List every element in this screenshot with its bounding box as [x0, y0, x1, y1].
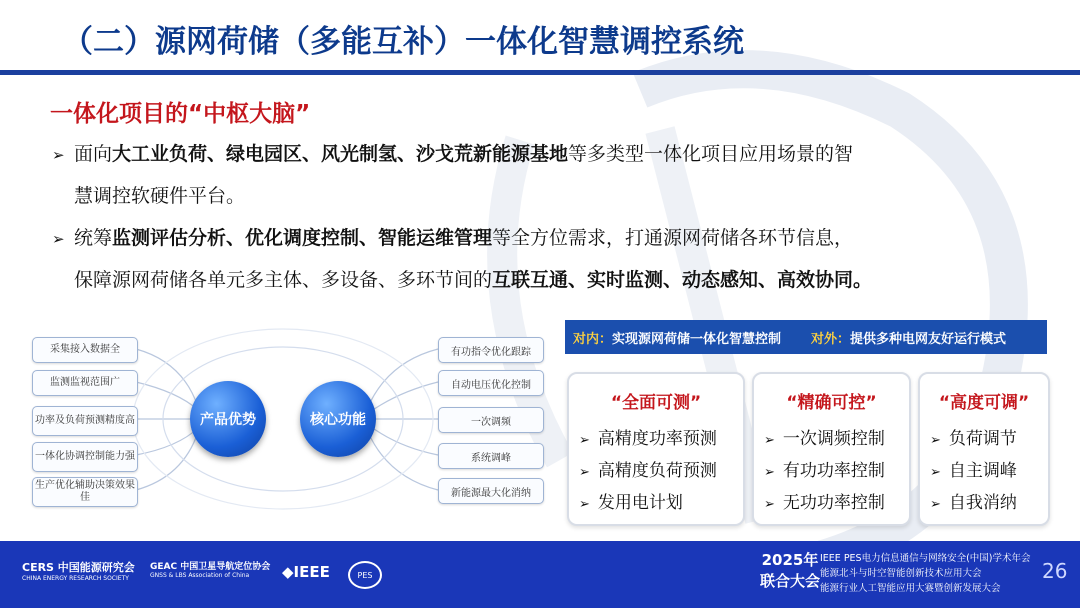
- function-item: 一次调频: [438, 407, 544, 433]
- function-item: 有功指令优化跟踪: [438, 337, 544, 363]
- bullet-text: 等多类型一体化项目应用场景的智: [568, 143, 854, 165]
- cers-logo-subtext: CHINA ENERGY RESEARCH SOCIETY: [22, 575, 129, 582]
- bullet-2-line2: [74, 259, 1064, 301]
- arrow-icon: ➢: [52, 146, 65, 164]
- bullet-bold-text: 监测评估分析、优化调度控制、智能运维管理: [112, 227, 493, 249]
- bullet-1: [52, 133, 1042, 176]
- card-adjustable: [918, 372, 1050, 526]
- card-item-label: 一次调频控制: [782, 429, 885, 449]
- card-measurable: [567, 372, 745, 526]
- title-bar: [0, 0, 1080, 70]
- conference-line: IEEE PES电力信息通信与网络安全(中国)学术年会: [820, 553, 1031, 564]
- page-title: （二）源网荷储（多能互补）一体化智慧调控系统: [62, 24, 744, 60]
- advantage-item: 一体化协调控制能力强: [32, 442, 138, 472]
- function-item: 系统调峰: [438, 443, 544, 469]
- footer-bar: [0, 541, 1080, 608]
- card-item: [930, 424, 1017, 449]
- geac-logo-text: GEAC 中国卫星导航定位协会: [150, 562, 271, 572]
- card-title: “高度可调”: [938, 393, 1030, 413]
- outer-text: 提供多种电网友好运行模式: [850, 331, 1007, 347]
- title-underline: [0, 70, 1080, 75]
- card-item-label: 自我消纳: [948, 493, 1017, 513]
- arrow-icon: ➢: [764, 497, 775, 512]
- bullet-text: 面向: [74, 143, 113, 165]
- advantage-item: 采集接入数据全: [32, 337, 138, 363]
- page-number: 26: [1042, 559, 1068, 583]
- card-item: [930, 456, 1017, 481]
- card-item-label: 无功功率控制: [782, 493, 885, 513]
- arrow-icon: ➢: [579, 497, 590, 512]
- inner-label: 对内：: [573, 331, 613, 347]
- conference-label: 联合大会: [760, 572, 821, 590]
- card-item: [930, 488, 1017, 513]
- arrow-icon: ➢: [764, 465, 775, 480]
- advantage-item: 生产优化辅助决策效果佳: [32, 477, 138, 507]
- bullet-text: 等全方位需求，打通源网荷储各环节信息，: [492, 227, 854, 249]
- conference-line: 能源北斗与时空智能创新技术应用大会: [820, 568, 982, 579]
- card-item-label: 高精度负荷预测: [597, 461, 717, 481]
- core-function-circle: 核心功能: [300, 381, 376, 457]
- arrow-icon: ➢: [579, 465, 590, 480]
- card-item: [579, 488, 683, 513]
- arrow-icon: ➢: [764, 433, 775, 448]
- cers-logo-text: CERS 中国能源研究会: [22, 561, 135, 574]
- bullet-bold-text: 互联互通、实时监测、动态感知、高效协同。: [492, 269, 873, 291]
- pes-logo: PES: [348, 561, 382, 589]
- bullet-text: 统筹: [74, 227, 113, 249]
- function-diagram: [18, 322, 548, 522]
- arrow-icon: ➢: [579, 433, 590, 448]
- card-title: “精确可控”: [786, 393, 877, 413]
- bullet-text: 保障源网荷储各单元多主体、多设备、多环节间的: [74, 269, 493, 291]
- geac-logo-subtext: GNSS & LBS Association of China: [150, 572, 250, 579]
- card-item-label: 自主调峰: [948, 461, 1017, 481]
- advantage-item: 监测监视范围广: [32, 370, 138, 396]
- card-item-label: 发用电计划: [597, 493, 683, 513]
- function-item: 自动电压优化控制: [438, 370, 544, 396]
- inner-text: 实现源网荷储一体化智慧控制: [612, 331, 782, 347]
- card-item-label: 负荷调节: [948, 429, 1017, 449]
- conference-badge: [760, 549, 820, 591]
- card-item: [764, 456, 885, 481]
- card-item-label: 高精度功率预测: [597, 429, 717, 449]
- ieee-logo: ◆IEEE: [282, 563, 330, 581]
- geac-logo: [150, 559, 270, 579]
- card-controllable: [752, 372, 911, 526]
- arrow-icon: ➢: [930, 433, 941, 448]
- subheading: 一体化项目的“中枢大脑”: [50, 101, 311, 127]
- card-item: [764, 424, 885, 449]
- arrow-icon: ➢: [52, 230, 65, 248]
- card-item: [579, 456, 717, 481]
- product-advantage-circle: 产品优势: [190, 381, 266, 457]
- bullet-1-line2: 慧调控软硬件平台。: [74, 185, 246, 207]
- function-item: 新能源最大化消纳: [438, 478, 544, 504]
- card-item-label: 有功功率控制: [782, 461, 885, 481]
- conference-list: [820, 551, 1031, 596]
- conference-line: 能源行业人工智能应用大赛暨创新发展大会: [820, 583, 1001, 594]
- card-item: [579, 424, 717, 449]
- cers-logo: [22, 559, 135, 582]
- objective-banner: [565, 320, 1047, 354]
- outer-label: 对外：: [811, 331, 851, 347]
- card-title: “全面可测”: [610, 393, 702, 413]
- advantage-item: 功率及负荷预测精度高: [32, 406, 138, 436]
- bullet-bold-text: 大工业负荷、绿电园区、风光制氢、沙戈荒新能源基地: [112, 143, 569, 165]
- conference-year: 2025年: [761, 551, 819, 569]
- arrow-icon: ➢: [930, 497, 941, 512]
- bullet-2: [52, 217, 1042, 260]
- arrow-icon: ➢: [930, 465, 941, 480]
- card-item: [764, 488, 885, 513]
